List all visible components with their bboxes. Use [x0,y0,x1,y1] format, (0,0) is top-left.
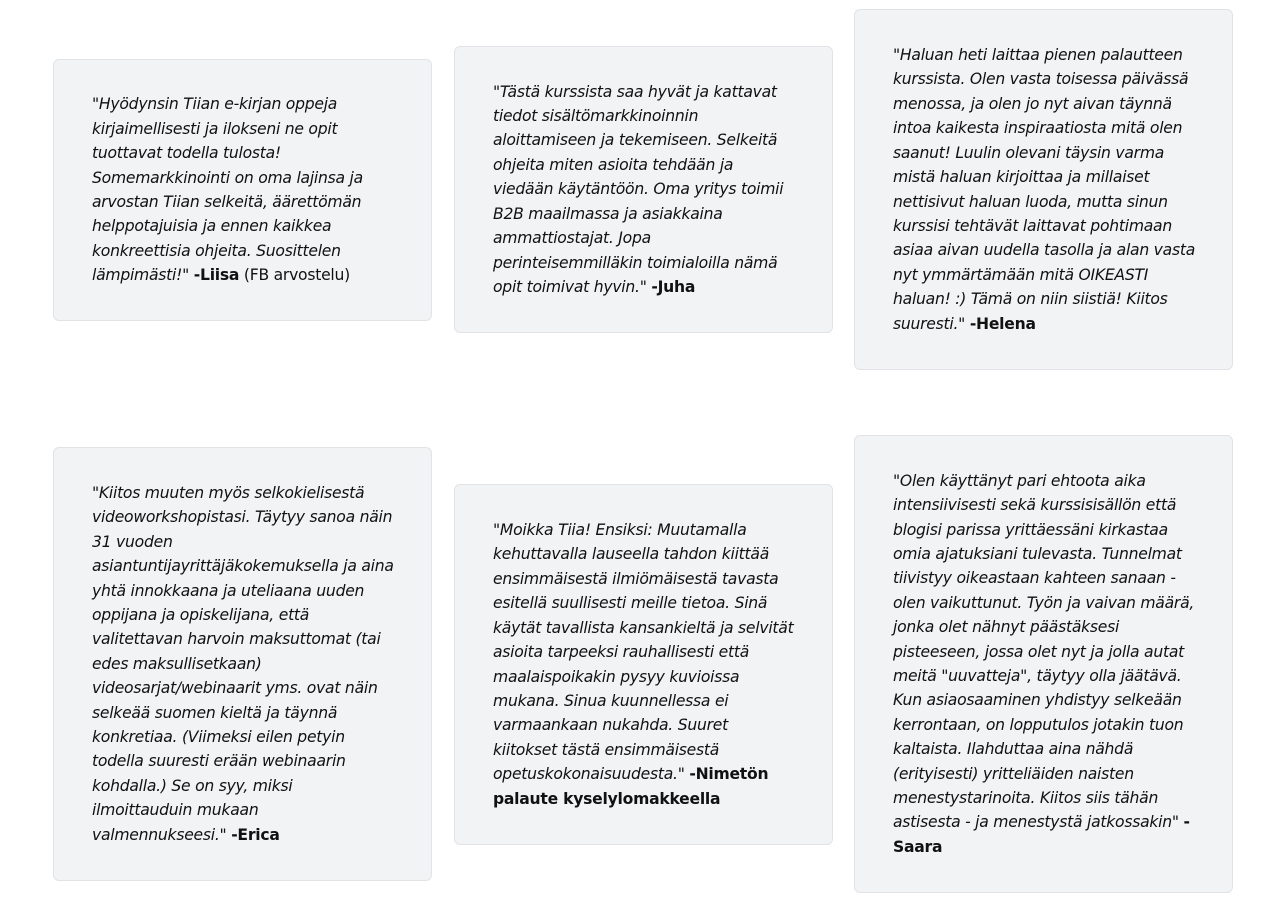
testimonial-text [493,518,796,811]
testimonial-author: -Helena [969,314,1036,333]
testimonial-text [893,469,1196,860]
testimonial-quote: "Moikka Tiia! Ensiksi: Muutamalla kehuttavalla lauseella tahdon kiittää ensimmäisestä ilmiömäisestä tavasta esitellä suullisesti meille tietoa. Sinä käytät tavallista kansankieltä ja selvität asioita tarpeeksi rauhallisesti että maalaispoikakin pysyy kuvioissa mukana. Sinua kuunnellessa ei varmaankaan nukahda. Suuret kiitokset tästä ensimmäisestä opetuskokonaisuudesta." [493,521,794,784]
testimonial-text [493,80,796,300]
testimonial-text [893,43,1196,336]
testimonial-card-erica [53,447,432,881]
testimonial-card-nimeton [454,484,833,845]
testimonial-author: -Juha [651,277,696,296]
testimonial-author: -Erica [231,825,280,844]
testimonial-card-liisa [53,59,432,321]
testimonial-card-helena [854,9,1233,370]
testimonial-source-note: (FB arvostelu) [243,266,350,285]
testimonial-quote: "Tästä kurssista saa hyvät ja kattavat tiedot sisältömarkkinoinnin aloittamiseen ja tekemiseen. Selkeitä ohjeita miten asioita tehdään ja viedään käytäntöön. Oma yritys toimii B2B maailmassa ja asiakkaina ammattiostajat. Jopa perinteisemmilläkin toimialoilla nämä opit toimivat hyvin." [493,82,784,296]
testimonial-quote: "Kiitos muuten myös selkokielisestä videoworkshopistasi. Täytyy sanoa näin 31 vuoden asiantuntijayrittäjäkokemuksella ja aina yhtä innokkaana ja uteliaana uuden oppijana ja opiskelijana, että valitettavan harvoin maksuttomat (tai edes maksullisetkaan) videosarjat/webinaarit yms. ovat näin selkeää suomen kieltä ja täynnä konkretiaa. (Viimeksi eilen petyin todella suuresti erään webinaarin kohdalla.) Se on syy, miksi ilmoittauduin mukaan valmennukseesi." [92,483,394,844]
testimonial-quote: "Haluan heti laittaa pienen palautteen kurssista. Olen vasta toisessa päivässä menossa, ja olen jo nyt aivan täynnä intoa kaikesta inspiraatiosta mitä olen saanut! Luulin olevani täysin varma mistä haluan kirjoittaa ja millaiset nettisivut haluan luoda, mutta sinun kurssisi tehtävät laittavat pohtimaan asiaa aivan uudella tasolla ja alan vasta nyt ymmärtämään mitä OIKEASTI haluan! :) Tämä on niin siistiä! Kiitos suuresti." [893,46,1195,333]
testimonial-text [92,92,395,287]
testimonial-author: -Liisa [193,266,240,285]
testimonial-card-juha [454,46,833,333]
testimonial-author: -Saara [893,813,1190,856]
testimonial-author: -Nimetön palaute kyselylomakkeella [493,765,769,808]
testimonial-text [92,481,395,847]
testimonial-quote: "Hyödynsin Tiian e-kirjan oppeja kirjaimellisesti ja ilokseni ne opit tuottavat todella tulosta! Somemarkkinointi on oma lajinsa ja arvostan Tiian selkeitä, äärettömän helppotajuisia ja ennen kaikkea konkreettisia ohjeita. Suosittelen lämpimästi!" [92,95,363,285]
testimonial-card-saara [854,435,1233,893]
testimonial-quote: "Olen käyttänyt pari ehtoota aika intensiivisesti sekä kurssisisällön että blogisi parissa yrittäessäni kirkastaa omia ajatuksiani tulevasta. Tunnelmat tiivistyy oikeastaan kahteen sanaan - olen vaikuttunut. Työn ja vaivan määrä, jonka olet nähnyt päästäksesi pisteeseen, jossa olet nyt ja jolla autat meitä "uuvatteja", täytyy olla jäätävä. Kun asiaosaaminen yhdistyy selkeään kerrontaan, on lopputulos jotakin tuon kaltaista. Ilahduttaa aina nähdä (erityisesti) yritteliäiden naisten menestystarinoita. Kiitos siis tähän astisesta - ja menestystä jatkossakin" [893,471,1195,832]
